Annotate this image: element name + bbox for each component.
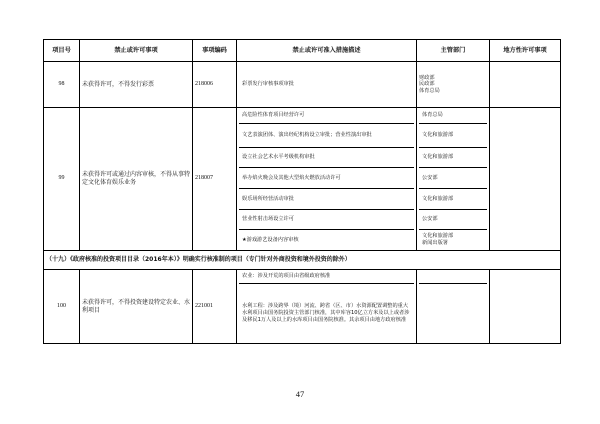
measure-item: 彩票发行审核事项审批	[242, 81, 294, 88]
table-row	[44, 108, 561, 251]
dept-name: 公安部	[419, 168, 487, 189]
measure-cell	[237, 62, 417, 108]
catalog-table	[43, 39, 561, 344]
table-row	[44, 62, 561, 108]
dept-name	[419, 284, 487, 343]
dept-name: 民政部	[419, 81, 435, 88]
item-name: 未获得许可或通过内容审核，不得从事特定文化体育娱乐业务	[80, 108, 193, 251]
header-item-no: 项目号	[44, 40, 80, 62]
section-title: （十九）《政府核准的投资项目目录（2016年本）》明确实行核准制的项目（专门针对外商投资和境外投资的除外）	[44, 251, 561, 270]
header-dept: 主管部门	[417, 40, 490, 62]
item-code: 221001	[193, 270, 237, 344]
measure-cell	[237, 108, 417, 251]
dept-cell	[417, 270, 490, 344]
section-row	[44, 251, 561, 270]
item-no: 100	[44, 270, 80, 344]
item-code: 218006	[193, 62, 237, 108]
local-cell	[490, 108, 561, 251]
dept-name: 文化和旅游部	[419, 148, 487, 168]
measure-item: 设立社会艺术水平考级机构审批	[239, 148, 414, 168]
header-row	[44, 40, 561, 62]
measure-item: 娱乐场所经营活动审批	[239, 189, 414, 210]
item-name: 未获得许可，不得投资建设特定农业、水利项目	[80, 270, 193, 344]
measure-item: 农业：涉及开荒的项目由省级政府核准	[239, 270, 414, 284]
header-item-name: 禁止或许可事项	[80, 40, 193, 62]
measure-item: ★游戏游艺设备内容审核	[242, 236, 299, 243]
header-local: 地方性许可事项	[490, 40, 561, 62]
local-cell	[490, 62, 561, 108]
dept-name	[419, 270, 487, 284]
measure-item: 高危险性体育项目经营许可	[239, 108, 414, 124]
item-no: 99	[44, 108, 80, 251]
local-cell	[490, 270, 561, 344]
dept-name: 体育总局	[419, 108, 487, 124]
measure-item: 营业性射击场设立许可	[239, 210, 414, 230]
measure-cell	[237, 270, 417, 344]
item-name: 未获得许可，不得发行彩票	[80, 62, 193, 108]
dept-name: 公安部	[419, 210, 487, 230]
item-code: 218007	[193, 108, 237, 251]
dept-name: 文化和旅游部	[419, 189, 487, 210]
measure-item: 举办焰火晚会及其他大型焰火燃放活动许可	[239, 168, 414, 189]
dept-cell	[417, 108, 490, 251]
item-no: 98	[44, 62, 80, 108]
header-item-code: 事项编码	[193, 40, 237, 62]
dept-name: 体育总局	[419, 87, 440, 94]
measure-item: 水利工程：涉及跨界（境）河流、跨省（区、市）水资源配置调整的重大水利项目由国务院投资主管部门核准，其中库容10亿立方米及以上或者涉及移民1万人及以上的水库项目由国务院核准。其余项目由地方政府核准	[242, 302, 410, 324]
measure-item: 文艺表演团体、演出经纪机构设立审批；营业性演出审批	[239, 124, 414, 148]
page-number: 47	[295, 389, 305, 399]
dept-name: 文化和旅游部 新闻出版署	[422, 233, 454, 246]
dept-cell	[417, 62, 490, 108]
table-row	[44, 270, 561, 344]
header-measures: 禁止或许可准入措施描述	[237, 40, 417, 62]
dept-name: 文化和旅游部	[419, 124, 487, 148]
dept-name: 财政部	[419, 74, 435, 81]
